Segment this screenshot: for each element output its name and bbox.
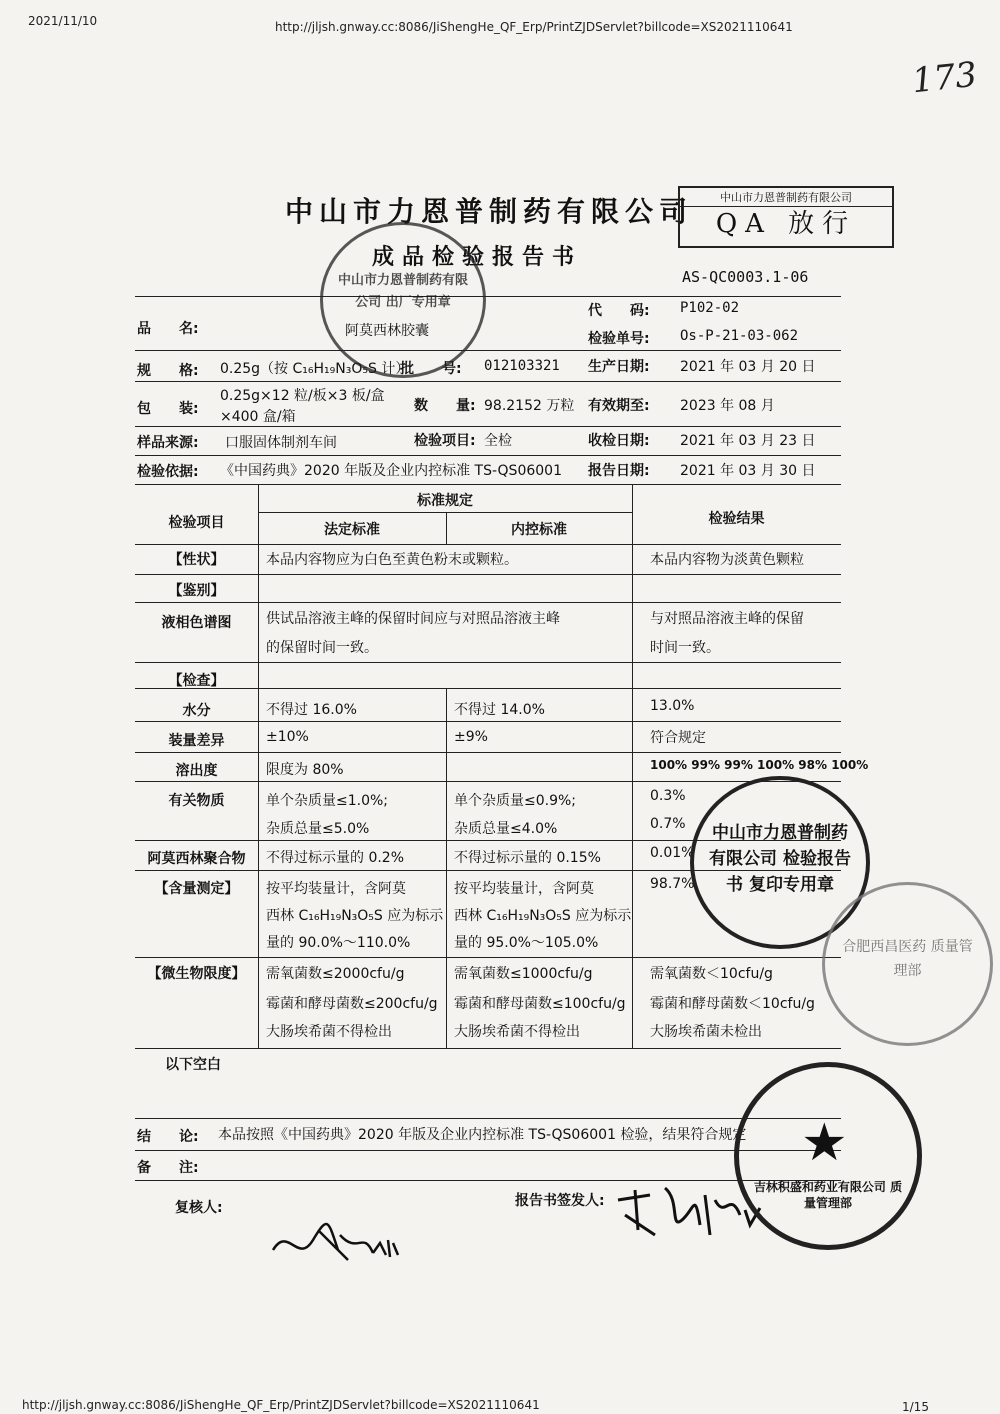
row-result: 本品内容物为淡黄色颗粒	[650, 552, 804, 568]
factory-stamp-text: 中山市力恩普制药有限公司 出厂专用章	[337, 273, 468, 310]
qa-stamp-text: QA 放行	[715, 209, 857, 239]
copy-stamp-text: 中山市力恩普制药有限公司 检验报告书 复印专用章	[709, 823, 851, 895]
row-internal: ±9%	[454, 729, 488, 745]
col-legal-header: 法定标准	[324, 522, 380, 538]
row-result-line2: 0.7%	[650, 816, 686, 832]
conclusion-label: 结 论:	[137, 1129, 199, 1145]
qty-value: 98.2152 万粒	[484, 398, 575, 414]
signer-label: 报告书签发人:	[515, 1193, 605, 1209]
spec-label: 规 格:	[137, 363, 199, 379]
row-item: 【含量测定】	[154, 881, 239, 897]
row-item: 【鉴别】	[168, 583, 225, 599]
row-result: 98.7%	[650, 876, 695, 892]
row-result-line1: 与对照品溶液主峰的保留	[650, 611, 804, 627]
hefei-qc-stamp	[822, 882, 993, 1046]
col-item-header: 检验项目	[168, 515, 225, 531]
row-legal-line1: 供试品溶液主峰的保留时间应与对照品溶液主峰	[266, 611, 560, 627]
qa-stamp-company: 中山市力恩普制药有限公司	[680, 188, 892, 207]
row-result: 符合规定	[650, 730, 706, 746]
row-legal: 不得过 16.0%	[266, 702, 357, 718]
inspect-no-label: 检验单号:	[588, 331, 650, 347]
factory-release-stamp	[320, 222, 486, 378]
row-result-line3: 大肠埃希菌未检出	[650, 1024, 762, 1040]
basis-value: 《中国药典》2020 年版及企业内控标准 TS-QS06001	[220, 463, 562, 479]
row-legal-line2: 的保留时间一致。	[266, 640, 378, 656]
inspect-no-value: Os-P-21-03-062	[680, 328, 799, 344]
reviewer-signature	[268, 1215, 408, 1270]
row-internal: 不得过标示量的 0.15%	[454, 850, 601, 866]
row-internal-line1: 需氧菌数≤1000cfu/g	[454, 966, 593, 982]
row-internal-line3: 量的 95.0%～105.0%	[454, 935, 599, 951]
row-item: 【微生物限度】	[147, 966, 246, 982]
row-item: 阿莫西林聚合物	[147, 851, 246, 867]
row-internal-line2: 西林 C₁₆H₁₉N₃O₅S 应为标示	[454, 908, 632, 924]
pack-line1: 0.25g×12 粒/板×3 板/盒	[220, 388, 385, 404]
pack-line2: ×400 盒/箱	[220, 409, 296, 425]
prod-date-value: 2021 年 03 月 20 日	[680, 359, 816, 375]
row-result-line1: 0.3%	[650, 788, 686, 804]
qa-release-stamp	[678, 186, 894, 248]
prod-date-label: 生产日期:	[588, 359, 650, 375]
basis-label: 检验依据:	[137, 464, 199, 480]
row-result-line2: 时间一致。	[650, 640, 720, 656]
row-legal-line1: 需氧菌数≤2000cfu/g	[266, 966, 405, 982]
col-result-header: 检验结果	[708, 511, 765, 527]
remark-label: 备 注:	[137, 1160, 199, 1176]
row-internal-line2: 霉菌和酵母菌数≤100cfu/g	[454, 996, 626, 1012]
handwritten-page-mark: 173	[910, 54, 979, 102]
row-internal-line1: 按平均装量计，含阿莫	[454, 881, 594, 897]
receive-label: 收检日期:	[588, 433, 650, 449]
row-legal: 限度为 80%	[266, 762, 344, 778]
row-item: 【性状】	[168, 552, 225, 568]
row-legal-line3: 量的 90.0%～110.0%	[266, 935, 411, 951]
row-item: 溶出度	[175, 763, 218, 779]
jilin-qc-stamp	[734, 1062, 922, 1250]
row-item: 【检查】	[168, 673, 225, 689]
batch-label: 批 号:	[400, 361, 462, 377]
row-legal-line2: 霉菌和酵母菌数≤200cfu/g	[266, 996, 438, 1012]
item-value: 全检	[484, 433, 512, 449]
row-item: 装量差异	[168, 733, 225, 749]
print-date: 2021/11/10	[28, 14, 98, 28]
row-legal: 不得过标示量的 0.2%	[266, 850, 405, 866]
row-legal-line2: 杂质总量≤5.0%	[266, 821, 370, 837]
row-result: 0.01%	[650, 845, 695, 861]
row-internal-line1: 单个杂质量≤0.9%;	[454, 793, 577, 809]
row-result-line1: 需氧菌数＜10cfu/g	[650, 966, 773, 982]
row-internal-line3: 大肠埃希菌不得检出	[454, 1024, 580, 1040]
row-internal-line2: 杂质总量≤4.0%	[454, 821, 558, 837]
expiry-value: 2023 年 08 月	[680, 398, 775, 414]
company-title: 中山市力恩普制药有限公司	[285, 195, 694, 228]
row-legal-line1: 单个杂质量≤1.0%;	[266, 793, 389, 809]
row-result: 13.0%	[650, 698, 695, 714]
row-internal: 不得过 14.0%	[454, 702, 545, 718]
row-item: 水分	[182, 703, 211, 719]
expiry-label: 有效期至:	[588, 398, 650, 414]
row-legal-line1: 按平均装量计，含阿莫	[266, 881, 406, 897]
document-code: AS-QC0003.1-06	[682, 268, 809, 286]
row-item: 有关物质	[168, 793, 225, 809]
row-legal: ±10%	[266, 729, 309, 745]
conclusion-value: 本品按照《中国药典》2020 年版及企业内控标准 TS-QS06001 检验，结果符合规定	[218, 1127, 747, 1143]
hefei-stamp-text: 合肥西昌医药 质量管理部	[842, 939, 973, 979]
jilin-stamp-text: 吉林积盛和药业有限公司 质量管理部	[753, 1180, 903, 1210]
col-internal-header: 内控标准	[511, 522, 567, 538]
qty-label: 数 量:	[414, 398, 476, 414]
code-label: 代 码:	[588, 303, 650, 319]
product-label: 品 名:	[137, 321, 199, 337]
row-legal-line2: 西林 C₁₆H₁₉N₃O₅S 应为标示	[266, 908, 444, 924]
col-standard-header: 标准规定	[417, 493, 473, 509]
receive-value: 2021 年 03 月 23 日	[680, 433, 816, 449]
product-value: 阿莫西林胶囊	[345, 323, 429, 339]
report-title: 成品检验报告书	[372, 245, 583, 270]
item-label: 检验项目:	[414, 433, 476, 449]
code-value: P102-02	[680, 300, 740, 316]
print-url-bottom[interactable]: http://jljsh.gnway.cc:8086/JiShengHe_QF_Erp/PrintZJDServlet?billcode=XS2021110641	[22, 1398, 540, 1412]
spec-value: 0.25g（按 C₁₆H₁₉N₃O₅S 计）	[220, 361, 410, 377]
page-number: 1/15	[902, 1400, 929, 1414]
row-legal: 本品内容物应为白色至黄色粉末或颗粒。	[266, 552, 518, 568]
source-value: 口服固体制剂车间	[225, 435, 337, 451]
report-date-value: 2021 年 03 月 30 日	[680, 463, 816, 479]
star-icon: ★	[801, 1113, 848, 1173]
report-date-label: 报告日期:	[588, 463, 650, 479]
row-result: 100% 99% 99% 100% 98% 100%	[650, 758, 869, 772]
row-result-line2: 霉菌和酵母菌数＜10cfu/g	[650, 996, 815, 1012]
pack-label: 包 装:	[137, 401, 199, 417]
batch-value: 012103321	[484, 358, 560, 374]
row-legal-line3: 大肠埃希菌不得检出	[266, 1024, 392, 1040]
print-url-top[interactable]: http://jljsh.gnway.cc:8086/JiShengHe_QF_Erp/PrintZJDServlet?billcode=XS2021110641	[275, 20, 793, 34]
reviewer-label: 复核人:	[175, 1200, 223, 1216]
row-item: 液相色谱图	[161, 615, 232, 631]
blank-below-note: 以下空白	[165, 1057, 221, 1073]
source-label: 样品来源:	[137, 435, 199, 451]
